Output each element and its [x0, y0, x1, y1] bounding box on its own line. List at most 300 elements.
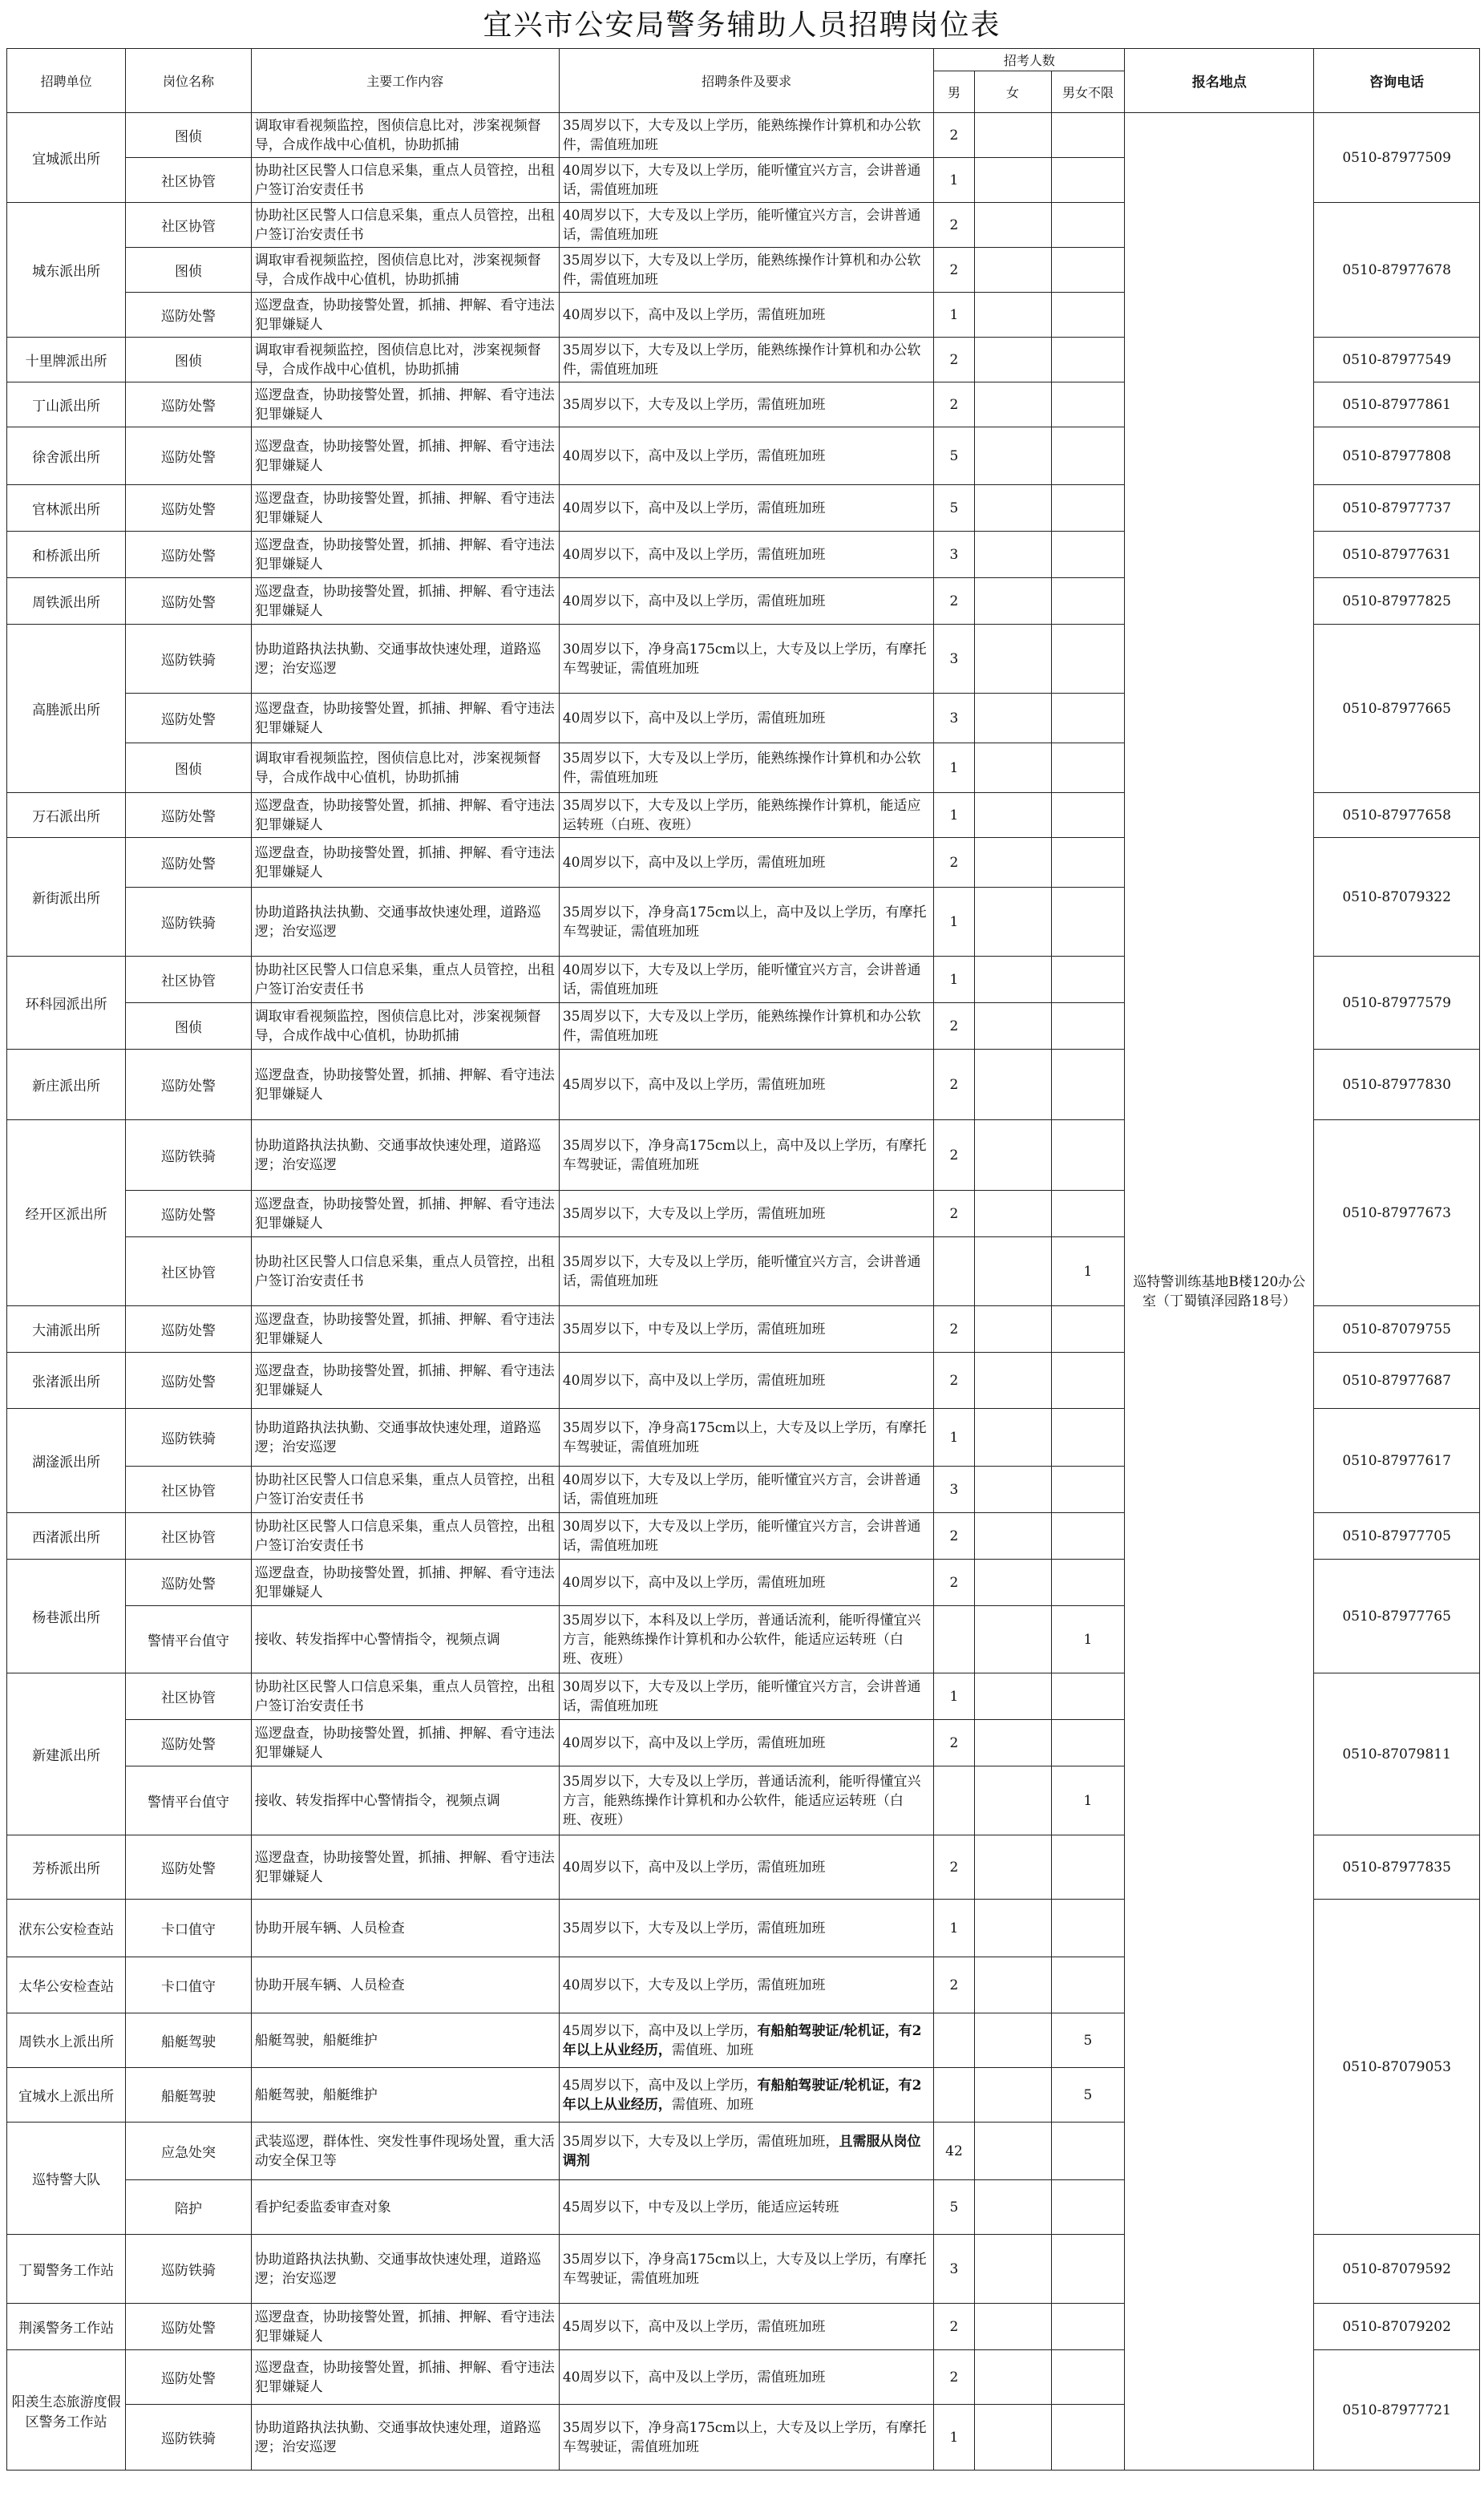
male-count-cell: 3 — [934, 694, 974, 743]
duties-cell: 巡逻盘查，协助接警处置，抓捕、押解、看守违法犯罪嫌疑人 — [251, 694, 559, 743]
unit-cell: 巡特警大队 — [7, 2123, 126, 2235]
requirements-cell — [559, 1467, 934, 1513]
position-cell: 巡防处警 — [126, 485, 252, 532]
requirements-cell — [559, 1720, 934, 1766]
female-count-cell — [974, 1673, 1051, 1720]
phone-cell: 0510-87977861 — [1314, 382, 1480, 427]
duties-cell: 船艇驾驶，船艇维护 — [251, 2013, 559, 2068]
any-count-cell — [1051, 1306, 1125, 1353]
phone-cell: 0510-87977631 — [1314, 532, 1480, 578]
any-count-cell — [1051, 1120, 1125, 1191]
any-count-cell — [1051, 1900, 1125, 1957]
female-count-cell — [974, 2350, 1051, 2405]
unit-cell: 芳桥派出所 — [7, 1835, 126, 1900]
female-count-cell — [974, 1560, 1051, 1606]
position-cell: 社区协管 — [126, 158, 252, 203]
requirements-cell — [559, 158, 934, 203]
duties-cell: 协助道路执法执勤、交通事故快速处理，道路巡逻；治安巡逻 — [251, 2405, 559, 2471]
phone-cell: 0510-87977808 — [1314, 427, 1480, 485]
any-count-cell — [1051, 888, 1125, 957]
female-count-cell — [974, 2405, 1051, 2471]
any-count-cell — [1051, 793, 1125, 838]
any-count-cell — [1051, 532, 1125, 578]
duties-cell: 协助道路执法执勤、交通事故快速处理，道路巡逻；治安巡逻 — [251, 1120, 559, 1191]
requirements-text: 45周岁以下，高中及以上学历，需值班加班 — [562, 2318, 826, 2335]
unit-cell: 丁山派出所 — [7, 382, 126, 427]
duties-cell: 调取审看视频监控，图侦信息比对，涉案视频督导，合成作战中心值机，协助抓捕 — [251, 113, 559, 158]
position-cell: 巡防铁骑 — [126, 888, 252, 957]
position-cell: 巡防铁骑 — [126, 1120, 252, 1191]
female-count-cell — [974, 1467, 1051, 1513]
male-count-cell: 2 — [934, 382, 974, 427]
requirements-text: 40周岁以下，大专及以上学历，能听懂宜兴方言，会讲普通话，需值班加班 — [562, 207, 921, 243]
unit-cell: 阳羡生态旅游度假区警务工作站 — [7, 2350, 126, 2471]
any-count-cell — [1051, 158, 1125, 203]
requirements-text: 35周岁以下，净身高175cm以上，大专及以上学历，有摩托车驾驶证，需值班加班 — [562, 2419, 927, 2455]
requirements-text: 40周岁以下，高中及以上学历，需值班加班 — [562, 500, 826, 516]
any-count-cell — [1051, 1720, 1125, 1766]
registration-location-cell: 巡特警训练基地B楼120办公室（丁蜀镇泽园路18号） — [1125, 113, 1314, 2471]
duties-cell: 巡逻盘查，协助接警处置，抓捕、押解、看守违法犯罪嫌疑人 — [251, 1720, 559, 1766]
male-count-cell — [934, 2068, 974, 2123]
phone-cell: 0510-87977509 — [1314, 113, 1480, 203]
requirements-text: 40周岁以下，大专及以上学历，能听懂宜兴方言，会讲普通话，需值班加班 — [562, 1471, 921, 1507]
requirements-text: 40周岁以下，高中及以上学历，需值班加班 — [562, 1574, 826, 1591]
female-count-cell — [974, 1003, 1051, 1050]
any-count-cell: 1 — [1051, 1606, 1125, 1673]
female-count-cell — [974, 625, 1051, 694]
male-count-cell: 1 — [934, 743, 974, 793]
requirements-cell — [559, 578, 934, 625]
unit-cell: 新街派出所 — [7, 838, 126, 957]
requirements-text: 35周岁以下，大专及以上学历，普通话流利，能听得懂宜兴方言，能熟练操作计算机和办公软件，能适应运转班（白班、夜班） — [562, 1773, 921, 1828]
duties-cell: 巡逻盘查，协助接警处置，抓捕、押解、看守违法犯罪嫌疑人 — [251, 532, 559, 578]
any-count-cell — [1051, 743, 1125, 793]
any-count-cell — [1051, 2123, 1125, 2180]
duties-cell: 协助社区民警人口信息采集，重点人员管控，出租户签订治安责任书 — [251, 158, 559, 203]
requirements-text: 40周岁以下，高中及以上学历，需值班加班 — [562, 710, 826, 726]
requirements-cell — [559, 1191, 934, 1237]
any-count-cell — [1051, 1560, 1125, 1606]
unit-cell: 高塍派出所 — [7, 625, 126, 793]
unit-cell: 万石派出所 — [7, 793, 126, 838]
phone-cell: 0510-87079202 — [1314, 2304, 1480, 2350]
duties-cell: 协助道路执法执勤、交通事故快速处理，道路巡逻；治安巡逻 — [251, 1409, 559, 1467]
requirements-text: 35周岁以下，净身高175cm以上，高中及以上学历，有摩托车驾驶证，需值班加班 — [562, 904, 927, 940]
any-count-cell — [1051, 2405, 1125, 2471]
male-count-cell: 1 — [934, 1900, 974, 1957]
male-count-cell: 1 — [934, 1409, 974, 1467]
duties-cell: 调取审看视频监控，图侦信息比对，涉案视频督导，合成作战中心值机，协助抓捕 — [251, 743, 559, 793]
male-count-cell — [934, 1606, 974, 1673]
requirements-tail: 需值班、加班 — [671, 2096, 754, 2113]
any-count-cell: 1 — [1051, 1237, 1125, 1306]
requirements-cell — [559, 2350, 934, 2405]
duties-cell: 船艇驾驶，船艇维护 — [251, 2068, 559, 2123]
requirements-text: 40周岁以下，高中及以上学历，需值班加班 — [562, 1372, 826, 1389]
position-cell: 社区协管 — [126, 203, 252, 248]
duties-cell: 巡逻盘查，协助接警处置，抓捕、押解、看守违法犯罪嫌疑人 — [251, 293, 559, 338]
position-cell: 巡防处警 — [126, 694, 252, 743]
any-count-cell — [1051, 957, 1125, 1003]
unit-cell: 大浦派出所 — [7, 1306, 126, 1353]
requirements-cell — [559, 2304, 934, 2350]
unit-cell: 官林派出所 — [7, 485, 126, 532]
male-count-cell: 5 — [934, 2180, 974, 2235]
any-count-cell — [1051, 2235, 1125, 2304]
position-cell: 巡防处警 — [126, 382, 252, 427]
position-cell: 巡防处警 — [126, 578, 252, 625]
position-cell: 社区协管 — [126, 1467, 252, 1513]
any-count-cell — [1051, 382, 1125, 427]
unit-cell: 太华公安检查站 — [7, 1957, 126, 2013]
female-count-cell — [974, 2180, 1051, 2235]
female-count-cell — [974, 2013, 1051, 2068]
position-cell: 图侦 — [126, 338, 252, 382]
position-cell: 卡口值守 — [126, 1900, 252, 1957]
male-count-cell: 2 — [934, 1191, 974, 1237]
any-count-cell — [1051, 1191, 1125, 1237]
male-count-cell: 1 — [934, 1673, 974, 1720]
female-count-cell — [974, 203, 1051, 248]
requirements-cell — [559, 694, 934, 743]
position-cell: 巡防处警 — [126, 2304, 252, 2350]
requirements-text: 40周岁以下，高中及以上学历，需值班加班 — [562, 447, 826, 464]
male-count-cell: 2 — [934, 1306, 974, 1353]
male-count-cell — [934, 1766, 974, 1835]
phone-cell: 0510-87977673 — [1314, 1120, 1480, 1306]
requirements-text: 40周岁以下，高中及以上学历，需值班加班 — [562, 2369, 826, 2386]
position-cell: 巡防铁骑 — [126, 2235, 252, 2304]
requirements-text: 35周岁以下，大专及以上学历，能熟练操作计算机和办公软件，需值班加班 — [562, 1008, 921, 1044]
male-count-cell: 1 — [934, 957, 974, 1003]
any-count-cell — [1051, 838, 1125, 888]
female-count-cell — [974, 1120, 1051, 1191]
requirements-cell — [559, 2068, 934, 2123]
position-cell: 巡防处警 — [126, 838, 252, 888]
header-female: 女 — [974, 71, 1051, 113]
duties-cell: 巡逻盘查，协助接警处置，抓捕、押解、看守违法犯罪嫌疑人 — [251, 2304, 559, 2350]
male-count-cell: 2 — [934, 1513, 974, 1560]
any-count-cell — [1051, 203, 1125, 248]
header-requirements: 招聘条件及要求 — [559, 49, 934, 113]
male-count-cell: 2 — [934, 2304, 974, 2350]
requirements-cell — [559, 1050, 934, 1120]
position-cell: 图侦 — [126, 743, 252, 793]
any-count-cell — [1051, 625, 1125, 694]
requirements-cell — [559, 2235, 934, 2304]
unit-cell: 周铁水上派出所 — [7, 2013, 126, 2068]
duties-cell: 巡逻盘查，协助接警处置，抓捕、押解、看守违法犯罪嫌疑人 — [251, 1353, 559, 1409]
position-cell: 巡防处警 — [126, 532, 252, 578]
female-count-cell — [974, 485, 1051, 532]
any-count-cell — [1051, 1050, 1125, 1120]
requirements-text: 35周岁以下，大专及以上学历，能熟练操作计算机和办公软件，需值班加班 — [562, 252, 921, 288]
any-count-cell — [1051, 248, 1125, 293]
unit-cell: 十里牌派出所 — [7, 338, 126, 382]
requirements-text: 35周岁以下，大专及以上学历，需值班加班， — [562, 2133, 839, 2150]
requirements-text: 40周岁以下，高中及以上学历，需值班加班 — [562, 546, 826, 563]
duties-cell: 巡逻盘查，协助接警处置，抓捕、押解、看守违法犯罪嫌疑人 — [251, 1050, 559, 1120]
phone-cell: 0510-87079592 — [1314, 2235, 1480, 2304]
requirements-text: 35周岁以下，净身高175cm以上，大专及以上学历，有摩托车驾驶证，需值班加班 — [562, 2251, 927, 2287]
unit-cell: 洑东公安检查站 — [7, 1900, 126, 1957]
requirements-cell — [559, 1306, 934, 1353]
any-count-cell — [1051, 485, 1125, 532]
requirements-cell — [559, 625, 934, 694]
requirements-text: 35周岁以下，中专及以上学历，需值班加班 — [562, 1321, 826, 1337]
female-count-cell — [974, 2304, 1051, 2350]
position-cell: 巡防铁骑 — [126, 1409, 252, 1467]
duties-cell: 协助开展车辆、人员检查 — [251, 1957, 559, 2013]
header-any: 男女不限 — [1051, 71, 1125, 113]
any-count-cell — [1051, 2180, 1125, 2235]
position-cell: 船艇驾驶 — [126, 2068, 252, 2123]
phone-cell: 0510-87977721 — [1314, 2350, 1480, 2471]
male-count-cell: 1 — [934, 888, 974, 957]
header-duties: 主要工作内容 — [251, 49, 559, 113]
requirements-cell — [559, 203, 934, 248]
requirements-cell — [559, 485, 934, 532]
male-count-cell: 1 — [934, 293, 974, 338]
requirements-cell — [559, 1237, 934, 1306]
requirements-cell — [559, 1513, 934, 1560]
header-position: 岗位名称 — [126, 49, 252, 113]
duties-cell: 接收、转发指挥中心警情指令，视频点调 — [251, 1606, 559, 1673]
position-cell: 图侦 — [126, 113, 252, 158]
requirements-cell — [559, 1409, 934, 1467]
unit-cell: 新庄派出所 — [7, 1050, 126, 1120]
duties-cell: 巡逻盘查，协助接警处置，抓捕、押解、看守违法犯罪嫌疑人 — [251, 1835, 559, 1900]
any-count-cell — [1051, 427, 1125, 485]
duties-cell: 巡逻盘查，协助接警处置，抓捕、押解、看守违法犯罪嫌疑人 — [251, 2350, 559, 2405]
requirements-text: 35周岁以下，大专及以上学历，能听懂宜兴方言，会讲普通话，需值班加班 — [562, 1253, 921, 1289]
header-location: 报名地点 — [1125, 49, 1314, 113]
unit-cell: 西渚派出所 — [7, 1513, 126, 1560]
female-count-cell — [974, 2235, 1051, 2304]
female-count-cell — [974, 338, 1051, 382]
female-count-cell — [974, 1191, 1051, 1237]
male-count-cell: 3 — [934, 2235, 974, 2304]
requirements-cell — [559, 532, 934, 578]
male-count-cell: 2 — [934, 838, 974, 888]
female-count-cell — [974, 1050, 1051, 1120]
any-count-cell — [1051, 1513, 1125, 1560]
position-cell: 巡防处警 — [126, 1050, 252, 1120]
requirements-text: 40周岁以下，高中及以上学历，需值班加班 — [562, 306, 826, 323]
duties-cell: 调取审看视频监控，图侦信息比对，涉案视频督导，合成作战中心值机，协助抓捕 — [251, 1003, 559, 1050]
male-count-cell: 3 — [934, 625, 974, 694]
requirements-text: 40周岁以下，大专及以上学历，需值班加班 — [562, 1977, 826, 1993]
male-count-cell: 2 — [934, 1120, 974, 1191]
requirements-text: 35周岁以下，大专及以上学历，能熟练操作计算机和办公软件，需值班加班 — [562, 117, 921, 153]
duties-cell: 巡逻盘查，协助接警处置，抓捕、押解、看守违法犯罪嫌疑人 — [251, 1560, 559, 1606]
male-count-cell: 2 — [934, 1050, 974, 1120]
duties-cell: 巡逻盘查，协助接警处置，抓捕、押解、看守违法犯罪嫌疑人 — [251, 1306, 559, 1353]
requirements-text: 40周岁以下，高中及以上学历，需值班加班 — [562, 593, 826, 609]
requirements-cell — [559, 2180, 934, 2235]
unit-cell: 城东派出所 — [7, 203, 126, 338]
requirements-cell — [559, 1957, 934, 2013]
phone-cell: 0510-87977678 — [1314, 203, 1480, 338]
requirements-cell — [559, 248, 934, 293]
header-count: 招考人数 — [934, 49, 1125, 71]
male-count-cell: 2 — [934, 1957, 974, 2013]
recruitment-table — [6, 48, 1480, 2471]
requirements-cell — [559, 793, 934, 838]
header-male: 男 — [934, 71, 974, 113]
requirements-text: 40周岁以下，大专及以上学历，能听懂宜兴方言，会讲普通话，需值班加班 — [562, 961, 921, 998]
female-count-cell — [974, 427, 1051, 485]
phone-cell: 0510-87977617 — [1314, 1409, 1480, 1513]
any-count-cell: 5 — [1051, 2068, 1125, 2123]
any-count-cell — [1051, 113, 1125, 158]
duties-cell: 接收、转发指挥中心警情指令，视频点调 — [251, 1766, 559, 1835]
female-count-cell — [974, 1720, 1051, 1766]
position-cell: 社区协管 — [126, 1513, 252, 1560]
table-body — [7, 113, 1480, 2471]
female-count-cell — [974, 793, 1051, 838]
requirements-text: 35周岁以下，大专及以上学历，需值班加班 — [562, 1205, 826, 1222]
unit-cell: 环科园派出所 — [7, 957, 126, 1050]
position-cell: 巡防铁骑 — [126, 625, 252, 694]
male-count-cell: 1 — [934, 2405, 974, 2471]
position-cell: 巡防处警 — [126, 1560, 252, 1606]
requirements-text: 35周岁以下，本科及以上学历，普通话流利，能听得懂宜兴方言，能熟练操作计算机和办公软件，能适应运转班（白班、夜班） — [562, 1612, 921, 1667]
requirements-text: 40周岁以下，高中及以上学历，需值班加班 — [562, 1859, 826, 1876]
phone-cell: 0510-87079053 — [1314, 1900, 1480, 2235]
requirements-text: 30周岁以下，净身高175cm以上，大专及以上学历，有摩托车驾驶证，需值班加班 — [562, 641, 927, 677]
position-cell: 巡防处警 — [126, 293, 252, 338]
requirements-text: 40周岁以下，大专及以上学历，能听懂宜兴方言，会讲普通话，需值班加班 — [562, 162, 921, 198]
duties-cell: 巡逻盘查，协助接警处置，抓捕、押解、看守违法犯罪嫌疑人 — [251, 838, 559, 888]
requirements-text: 35周岁以下，净身高175cm以上，大专及以上学历，有摩托车驾驶证，需值班加班 — [562, 1419, 927, 1455]
female-count-cell — [974, 248, 1051, 293]
male-count-cell: 42 — [934, 2123, 974, 2180]
any-count-cell — [1051, 338, 1125, 382]
requirements-text: 35周岁以下，大专及以上学历，需值班加班 — [562, 396, 826, 413]
position-cell: 警情平台值守 — [126, 1606, 252, 1673]
requirements-text: 45周岁以下，高中及以上学历，需值班加班 — [562, 1076, 826, 1093]
position-cell: 陪护 — [126, 2180, 252, 2235]
position-cell: 巡防处警 — [126, 793, 252, 838]
female-count-cell — [974, 888, 1051, 957]
unit-cell: 徐舍派出所 — [7, 427, 126, 485]
duties-cell: 巡逻盘查，协助接警处置，抓捕、押解、看守违法犯罪嫌疑人 — [251, 427, 559, 485]
any-count-cell — [1051, 1957, 1125, 2013]
any-count-cell — [1051, 1673, 1125, 1720]
unit-cell: 宜城派出所 — [7, 113, 126, 203]
male-count-cell: 2 — [934, 2350, 974, 2405]
male-count-cell: 2 — [934, 1560, 974, 1606]
phone-cell: 0510-87079755 — [1314, 1306, 1480, 1353]
requirements-cell — [559, 1606, 934, 1673]
male-count-cell: 2 — [934, 1720, 974, 1766]
duties-cell: 协助社区民警人口信息采集，重点人员管控，出租户签订治安责任书 — [251, 1467, 559, 1513]
requirements-cell — [559, 1900, 934, 1957]
requirements-cell — [559, 2013, 934, 2068]
requirements-emphasis: 有船舶驾驶证/轮机证，有2年以上从业经历， — [562, 2022, 922, 2058]
unit-cell: 新建派出所 — [7, 1673, 126, 1835]
female-count-cell — [974, 1766, 1051, 1835]
phone-cell: 0510-87977549 — [1314, 338, 1480, 382]
female-count-cell — [974, 957, 1051, 1003]
unit-cell: 湖滏派出所 — [7, 1409, 126, 1513]
requirements-text: 35周岁以下，大专及以上学历，能熟练操作计算机和办公软件，需值班加班 — [562, 750, 921, 786]
requirements-cell — [559, 1673, 934, 1720]
header-phone: 咨询电话 — [1314, 49, 1480, 113]
requirements-text: 45周岁以下，高中及以上学历， — [562, 2077, 758, 2094]
duties-cell: 调取审看视频监控，图侦信息比对，涉案视频督导，合成作战中心值机，协助抓捕 — [251, 248, 559, 293]
requirements-cell — [559, 957, 934, 1003]
position-cell: 应急处突 — [126, 2123, 252, 2180]
phone-cell: 0510-87977665 — [1314, 625, 1480, 793]
female-count-cell — [974, 1606, 1051, 1673]
position-cell: 巡防处警 — [126, 1306, 252, 1353]
unit-cell: 张渚派出所 — [7, 1353, 126, 1409]
male-count-cell — [934, 2013, 974, 2068]
phone-cell: 0510-87977737 — [1314, 485, 1480, 532]
male-count-cell: 2 — [934, 1835, 974, 1900]
requirements-cell — [559, 1560, 934, 1606]
phone-cell: 0510-87977705 — [1314, 1513, 1480, 1560]
duties-cell: 协助社区民警人口信息采集，重点人员管控，出租户签订治安责任书 — [251, 1673, 559, 1720]
any-count-cell — [1051, 1835, 1125, 1900]
unit-cell: 杨巷派出所 — [7, 1560, 126, 1673]
male-count-cell: 2 — [934, 578, 974, 625]
position-cell: 巡防处警 — [126, 1835, 252, 1900]
position-cell: 卡口值守 — [126, 1957, 252, 2013]
duties-cell: 协助道路执法执勤、交通事故快速处理，道路巡逻；治安巡逻 — [251, 625, 559, 694]
duties-cell: 巡逻盘查，协助接警处置，抓捕、押解、看守违法犯罪嫌疑人 — [251, 578, 559, 625]
phone-cell: 0510-87977765 — [1314, 1560, 1480, 1673]
position-cell: 巡防铁骑 — [126, 2405, 252, 2471]
requirements-emphasis: 有船舶驾驶证/轮机证，有2年以上从业经历， — [562, 2077, 922, 2113]
unit-cell: 周铁派出所 — [7, 578, 126, 625]
position-cell: 巡防处警 — [126, 1353, 252, 1409]
male-count-cell: 5 — [934, 485, 974, 532]
phone-cell: 0510-87977825 — [1314, 578, 1480, 625]
female-count-cell — [974, 1900, 1051, 1957]
phone-cell: 0510-87977830 — [1314, 1050, 1480, 1120]
any-count-cell — [1051, 2304, 1125, 2350]
requirements-text: 45周岁以下，高中及以上学历， — [562, 2022, 758, 2039]
female-count-cell — [974, 532, 1051, 578]
requirements-text: 30周岁以下，大专及以上学历，能听懂宜兴方言，会讲普通话，需值班加班 — [562, 1678, 921, 1714]
requirements-cell — [559, 1120, 934, 1191]
position-cell: 图侦 — [126, 1003, 252, 1050]
phone-cell: 0510-87079322 — [1314, 838, 1480, 957]
requirements-cell — [559, 2123, 934, 2180]
requirements-cell — [559, 382, 934, 427]
requirements-cell — [559, 838, 934, 888]
male-count-cell — [934, 1237, 974, 1306]
phone-cell: 0510-87079811 — [1314, 1673, 1480, 1835]
position-cell: 社区协管 — [126, 1673, 252, 1720]
duties-cell: 协助社区民警人口信息采集，重点人员管控，出租户签订治安责任书 — [251, 1513, 559, 1560]
male-count-cell: 3 — [934, 1467, 974, 1513]
any-count-cell — [1051, 694, 1125, 743]
duties-cell: 协助开展车辆、人员检查 — [251, 1900, 559, 1957]
any-count-cell — [1051, 578, 1125, 625]
position-cell: 巡防处警 — [126, 1720, 252, 1766]
duties-cell: 武装巡逻，群体性、突发性事件现场处置，重大活动安全保卫等 — [251, 2123, 559, 2180]
unit-cell: 丁蜀警务工作站 — [7, 2235, 126, 2304]
male-count-cell: 2 — [934, 203, 974, 248]
requirements-cell — [559, 743, 934, 793]
table-row — [7, 113, 1480, 158]
requirements-text: 40周岁以下，高中及以上学历，需值班加班 — [562, 854, 826, 871]
